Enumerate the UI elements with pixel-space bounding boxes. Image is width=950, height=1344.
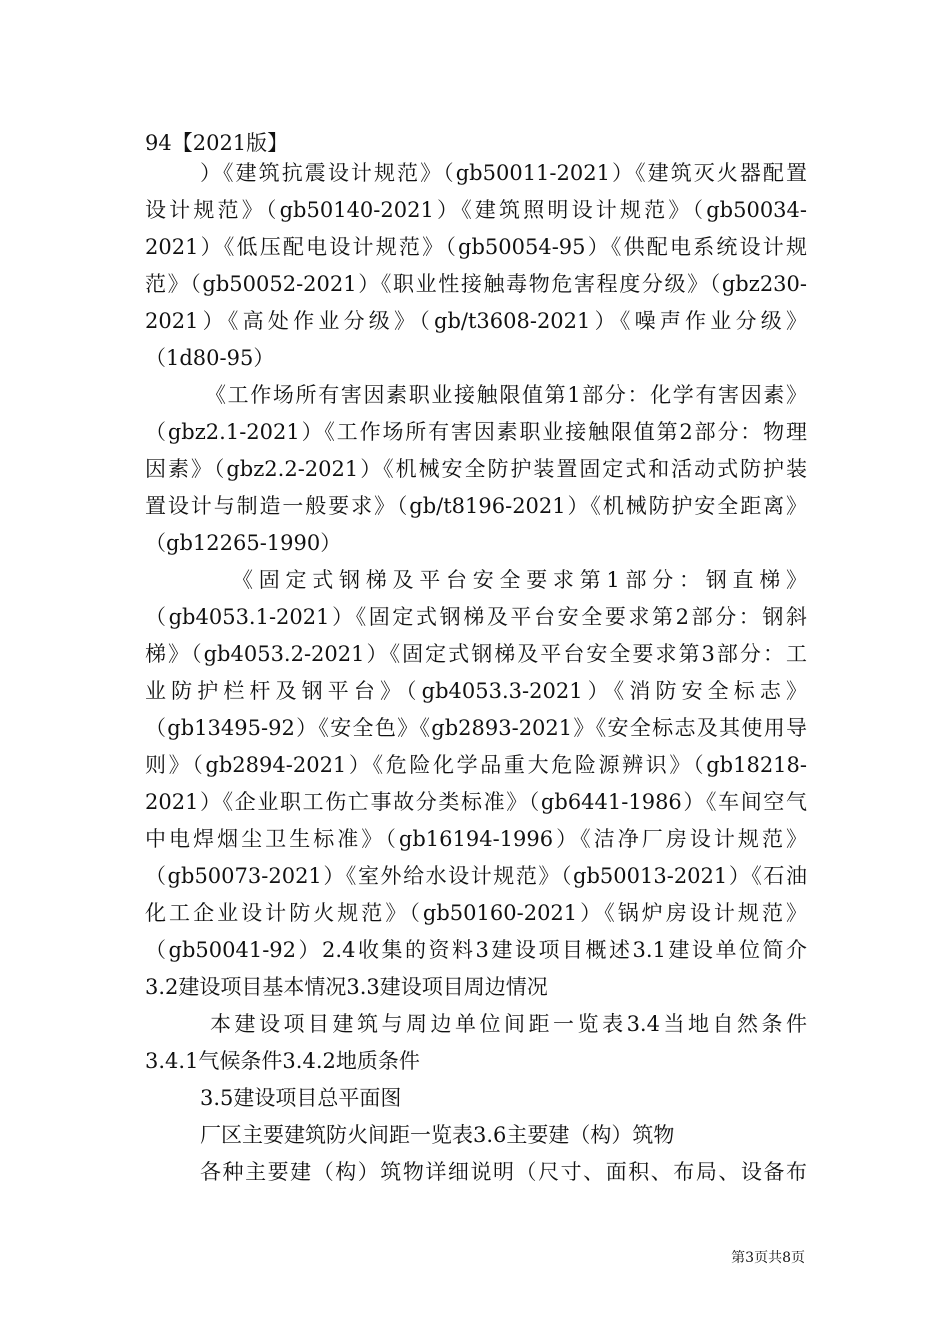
text-line: 《工作场所有害因素职业接触限值第1部分：化学有害因素》	[205, 383, 807, 407]
text-line: （gb13495-92）《安全色》《gb2893-2021》《安全标志及其使用导	[145, 716, 807, 740]
text-line: 3.5建设项目总平面图	[200, 1086, 402, 1110]
text-line: 2021）《低压配电设计规范》（gb50054-95）《供配电系统设计规	[145, 235, 807, 259]
text-line: 94【2021版】	[145, 131, 289, 155]
text-line: 厂区主要建筑防火间距一览表3.6主要建（构）筑物	[200, 1123, 675, 1147]
text-line: 化工企业设计防火规范》（gb50160-2021）《锅炉房设计规范》	[145, 901, 807, 925]
text-line: 范》（gb50052-2021）《职业性接触毒物危害程度分级》（gbz230-	[145, 272, 807, 296]
text-line: 2021）《企业职工伤亡事故分类标准》（gb6441-1986）《车间空气	[145, 790, 807, 814]
text-line: 《固定式钢梯及平台安全要求第1部分：钢直梯》	[232, 568, 807, 592]
text-line: 因素》（gbz2.2-2021）《机械安全防护装置固定式和活动式防护装	[145, 457, 807, 481]
text-line: 3.2建设项目基本情况3.3建设项目周边情况	[145, 975, 548, 999]
text-line: ）《建筑抗震设计规范》（gb50011-2021）《建筑灭火器配置	[200, 161, 807, 185]
text-line: 2021）《高处作业分级》（gb/t3608-2021）《噪声作业分级》	[145, 309, 807, 333]
page-number: 第3页共8页	[731, 1250, 805, 1266]
text-line: （gb4053.1-2021）《固定式钢梯及平台安全要求第2部分：钢斜	[145, 605, 807, 629]
text-line: 中电焊烟尘卫生标准》（gb16194-1996）《洁净厂房设计规范》	[145, 827, 807, 851]
text-line: 业防护栏杆及钢平台》（gb4053.3-2021）《消防安全标志》	[145, 679, 807, 703]
text-line: 各种主要建（构）筑物详细说明（尺寸、面积、布局、设备布	[200, 1160, 807, 1184]
text-line: 3.4.1气候条件3.4.2地质条件	[145, 1049, 420, 1073]
text-line: 梯》（gb4053.2-2021）《固定式钢梯及平台安全要求第3部分：工	[145, 642, 807, 666]
text-line: 本建设项目建筑与周边单位间距一览表3.4当地自然条件	[210, 1012, 807, 1036]
text-line: 置设计与制造一般要求》（gb/t8196-2021）《机械防护安全距离》	[145, 494, 807, 518]
text-line: （gb50073-2021）《室外给水设计规范》（gb50013-2021）《石油	[145, 864, 807, 888]
text-line: （1d80-95）	[145, 346, 275, 370]
text-line: 则》（gb2894-2021）《危险化学品重大危险源辨识》（gb18218-	[145, 753, 807, 777]
text-line: （gb12265-1990）	[145, 531, 342, 555]
text-line: （gbz2.1-2021）《工作场所有害因素职业接触限值第2部分：物理	[145, 420, 807, 444]
text-line: （gb50041-92）2.4收集的资料3建设项目概述3.1建设单位简介	[145, 938, 807, 962]
text-line: 设计规范》（gb50140-2021）《建筑照明设计规范》（gb50034-	[145, 198, 807, 222]
